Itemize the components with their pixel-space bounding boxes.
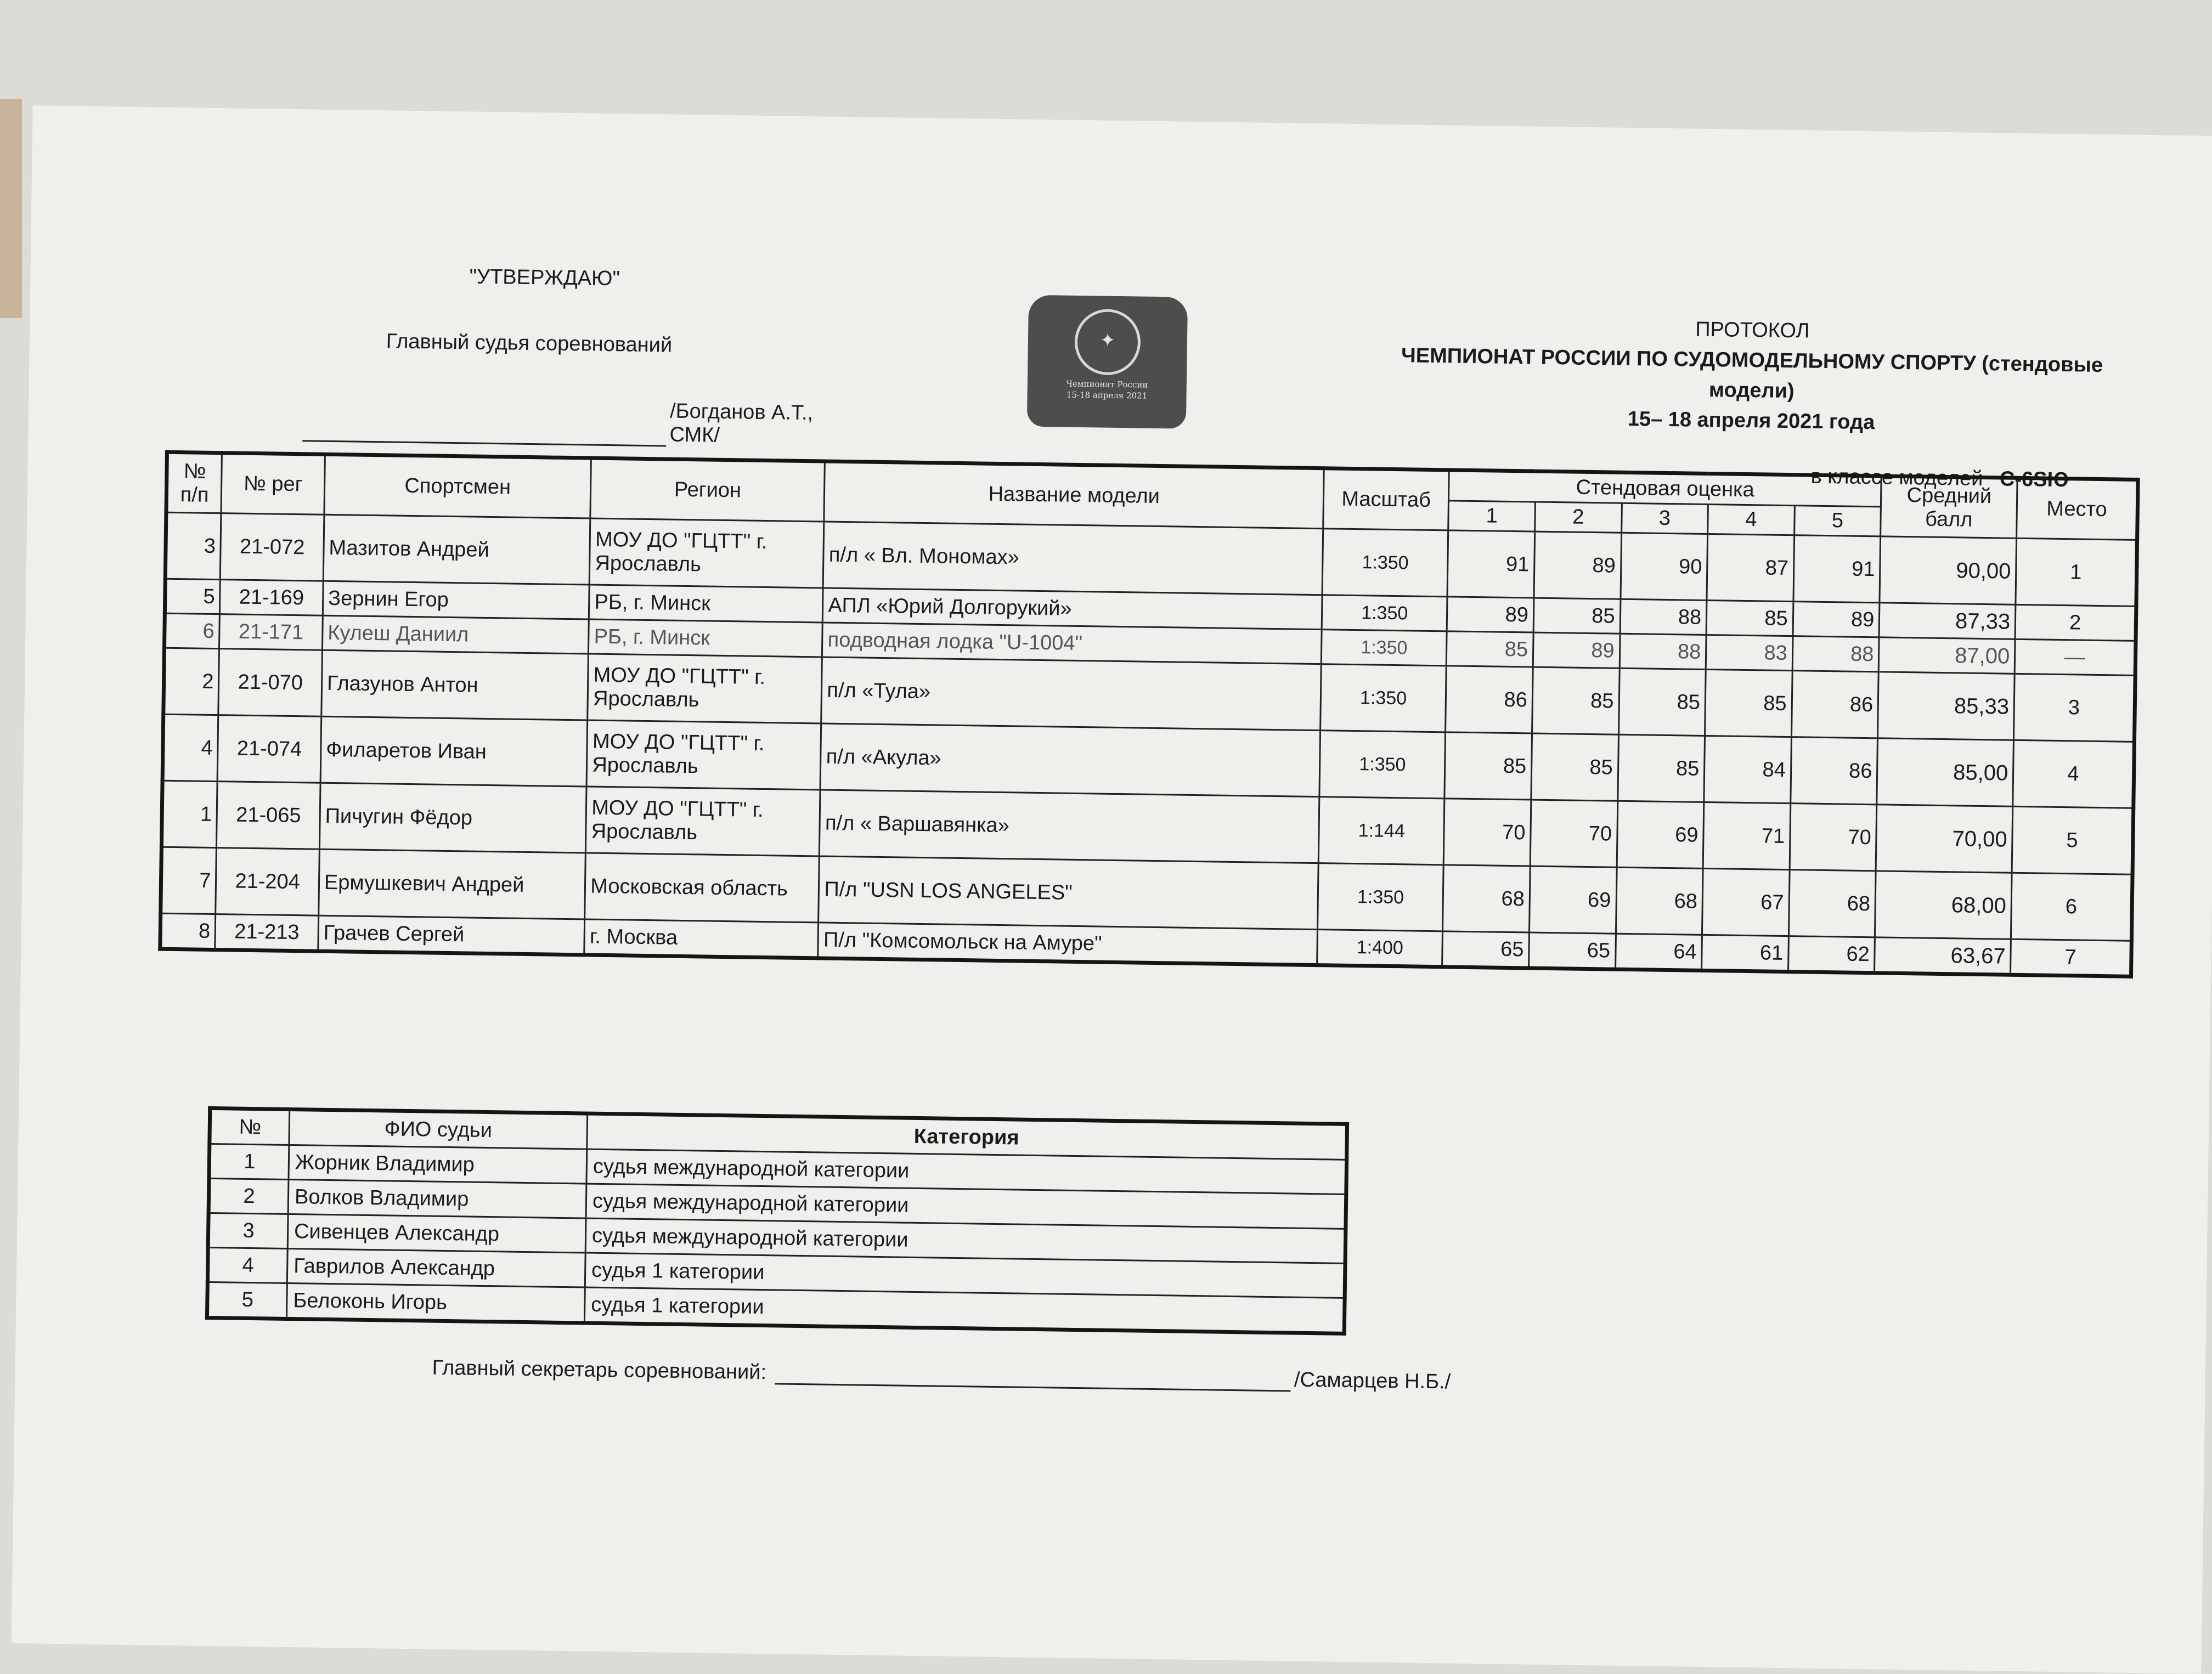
- col-region: Регион: [590, 458, 825, 522]
- emblem-line2: 15-18 апреля 2021: [1066, 389, 1148, 401]
- cell-region: МОУ ДО "ГЦТТ" г. Ярославль: [586, 720, 821, 790]
- judge-name: Белоконь Игорь: [286, 1283, 585, 1323]
- cell-score-4: 84: [1704, 736, 1791, 803]
- protocol-header: [1367, 313, 2137, 445]
- cell-model: подводная лодка "U-1004": [822, 623, 1322, 664]
- cell-athlete: Ермушкевич Андрей: [319, 849, 586, 919]
- cell-average: 85,33: [1878, 672, 2015, 740]
- cell-score-3: 90: [1621, 533, 1708, 600]
- cell-no: 1: [161, 781, 217, 847]
- cell-athlete: Зернин Егор: [323, 581, 589, 619]
- cell-score-4: 71: [1703, 802, 1790, 869]
- cell-region: МОУ ДО "ГЦТТ" г. Ярославль: [586, 787, 821, 856]
- cell-average: 68,00: [1875, 871, 2012, 939]
- cell-reg: 21-204: [216, 848, 319, 916]
- cell-score-5: 88: [1792, 636, 1879, 672]
- cell-scale: 1:350: [1322, 595, 1447, 631]
- cell-score-4: 85: [1706, 600, 1793, 636]
- cell-reg: 21-065: [217, 782, 320, 850]
- results-table: [158, 450, 2140, 979]
- cell-region: г. Москва: [584, 919, 819, 958]
- title-line2: модели): [1708, 378, 1795, 403]
- cell-average: 85,00: [1877, 738, 2014, 806]
- cell-reg: 21-213: [215, 914, 318, 952]
- cell-score-1: 86: [1446, 666, 1533, 733]
- cell-average: 87,33: [1879, 603, 2016, 639]
- cell-region: РБ, г. Минск: [589, 585, 823, 623]
- cell-score-4: 87: [1707, 534, 1794, 601]
- cell-score-2: 85: [1531, 733, 1618, 801]
- judge-no: 5: [207, 1282, 287, 1319]
- cell-score-1: 85: [1444, 732, 1532, 800]
- cell-model: П/л "USN LOS ANGELES": [819, 856, 1318, 930]
- cell-scale: 1:400: [1317, 930, 1443, 967]
- cell-score-5: 89: [1793, 602, 1880, 637]
- col-scale: Масштаб: [1323, 468, 1449, 530]
- cell-score-1: 89: [1447, 597, 1533, 632]
- col-model: Название модели: [824, 461, 1324, 529]
- cell-place: 3: [2014, 674, 2135, 742]
- cell-athlete: Пичугин Фёдор: [319, 783, 586, 853]
- cell-reg: 21-070: [218, 649, 322, 717]
- judge-name: Сивенцев Александр: [287, 1214, 586, 1253]
- cell-model: п/л « Вл. Мономах»: [823, 522, 1323, 595]
- secretary-name: /Самарцев Н.Б./: [1294, 1368, 1451, 1394]
- cell-score-1: 65: [1442, 931, 1529, 968]
- cell-model: п/л « Варшавянка»: [820, 790, 1319, 863]
- dates: 15– 18 апреля 2021 года: [1627, 407, 1875, 434]
- cell-place: —: [2015, 639, 2136, 675]
- cell-place: 2: [2015, 604, 2136, 641]
- cell-no: 4: [162, 714, 218, 781]
- protocol-label: ПРОТОКОЛ: [1695, 318, 1810, 343]
- cell-athlete: Мазитов Андрей: [323, 514, 590, 585]
- cell-average: 87,00: [1878, 637, 2015, 674]
- cell-region: РБ, г. Минск: [589, 619, 823, 657]
- cell-no: 6: [164, 613, 219, 648]
- cell-score-2: 70: [1530, 800, 1617, 867]
- col-judge-name: ФИО судьи: [289, 1109, 588, 1149]
- cell-score-5: 91: [1793, 535, 1881, 603]
- judge-no: 4: [207, 1247, 287, 1283]
- col-judge-4: 4: [1708, 504, 1795, 535]
- cell-athlete: Глазунов Антон: [321, 650, 589, 720]
- cell-model: п/л «Тула»: [821, 657, 1321, 731]
- cell-score-1: 85: [1447, 631, 1533, 667]
- cell-score-5: 68: [1788, 870, 1876, 937]
- chief-judge-signature: [302, 394, 835, 449]
- judge-category: судья международной категории: [586, 1184, 1346, 1229]
- cell-no: 5: [165, 579, 220, 614]
- cell-scale: 1:350: [1322, 529, 1448, 597]
- judge-no: 2: [208, 1178, 289, 1214]
- approval-block: [305, 263, 814, 447]
- cell-no: 8: [160, 913, 216, 949]
- cell-score-4: 85: [1705, 669, 1792, 737]
- cell-score-5: 86: [1791, 737, 1878, 805]
- cell-score-3: 68: [1616, 867, 1703, 935]
- cell-score-2: 89: [1533, 632, 1620, 668]
- chief-judge-title: Главный судья соревнований: [386, 330, 673, 357]
- secretary-signature: [432, 1356, 1451, 1394]
- cell-score-5: 86: [1791, 671, 1878, 738]
- col-average: Средний балл: [1881, 476, 2017, 538]
- judge-category: судья 1 категории: [585, 1253, 1345, 1298]
- cell-model: АПЛ «Юрий Долгорукий»: [823, 588, 1322, 630]
- cell-no: 2: [163, 648, 219, 715]
- cell-athlete: Филаретов Иван: [320, 716, 588, 787]
- cell-score-1: 70: [1444, 799, 1531, 866]
- cell-score-2: 69: [1529, 866, 1616, 934]
- cell-place: 5: [2012, 806, 2133, 874]
- cell-score-5: 62: [1788, 936, 1875, 973]
- col-judge-5: 5: [1794, 506, 1881, 536]
- chief-judge-name: /Богданов А.Т., СМК/: [669, 399, 814, 447]
- cell-model: п/л «Акула»: [820, 723, 1320, 797]
- cell-score-3: 64: [1615, 934, 1702, 970]
- col-place: Место: [2017, 478, 2138, 540]
- class-label: в классе моделей: [1810, 465, 1983, 490]
- cell-score-2: 89: [1534, 531, 1621, 599]
- cell-score-3: 88: [1620, 599, 1707, 635]
- cell-place: 7: [2011, 939, 2132, 976]
- cell-average: 70,00: [1876, 805, 2013, 873]
- judge-name: Гаврилов Александр: [287, 1248, 585, 1287]
- cell-place: 6: [2011, 873, 2132, 941]
- cell-score-3: 85: [1617, 734, 1705, 802]
- col-stand-score: Стендовая оценка: [1449, 470, 1882, 507]
- cell-score-3: 69: [1617, 801, 1704, 868]
- document-sheet: [12, 105, 2212, 1673]
- judge-category: судья международной категории: [586, 1149, 1347, 1194]
- cell-athlete: Кулеш Даниил: [322, 615, 589, 654]
- cell-reg: 21-074: [218, 715, 321, 783]
- col-judge-3: 3: [1621, 503, 1708, 534]
- cell-scale: 1:350: [1321, 664, 1447, 732]
- table-edge: [0, 99, 22, 318]
- cell-no: 3: [165, 512, 221, 579]
- cell-place: 1: [2016, 538, 2137, 606]
- cell-reg: 21-169: [220, 580, 323, 616]
- col-judge-category: Категория: [587, 1113, 1347, 1160]
- cell-score-2: 85: [1532, 667, 1619, 734]
- col-no-reg: № рег: [221, 453, 325, 515]
- cell-scale: 1:350: [1318, 863, 1444, 931]
- cell-score-4: 67: [1702, 868, 1790, 936]
- cell-scale: 1:144: [1318, 797, 1444, 865]
- emblem-line1: Чемпионат России: [1066, 378, 1148, 390]
- cell-score-2: 65: [1529, 932, 1616, 969]
- title-line1: ЧЕМПИОНАТ РОССИИ ПО СУДОМОДЕЛЬНОМУ СПОРТУ (стендовые: [1401, 344, 2103, 377]
- cell-average: 63,67: [1875, 937, 2011, 975]
- cell-no: 7: [161, 847, 217, 914]
- secretary-label: Главный секретарь соревнований:: [432, 1356, 767, 1384]
- signature-line: [302, 419, 667, 446]
- cell-region: МОУ ДО "ГЦТТ" г. Ярославль: [588, 654, 822, 723]
- cell-score-2: 85: [1533, 598, 1620, 634]
- cell-average: 90,00: [1880, 536, 2017, 604]
- judge-category: судья 1 категории: [584, 1287, 1345, 1333]
- judge-no: 1: [209, 1144, 289, 1179]
- col-judge-no: №: [210, 1108, 290, 1145]
- cell-scale: 1:350: [1319, 731, 1446, 799]
- cell-region: Московская область: [585, 853, 820, 923]
- cell-reg: 21-072: [221, 513, 324, 581]
- cell-athlete: Грачев Сергей: [318, 915, 585, 955]
- judge-name: Волков Владимир: [288, 1179, 586, 1218]
- col-judge-2: 2: [1535, 502, 1622, 533]
- signature-line: [775, 1362, 1291, 1392]
- approve-text: "УТВЕРЖДАЮ": [469, 265, 620, 291]
- col-judge-1: 1: [1448, 501, 1535, 531]
- cell-reg: 21-171: [219, 614, 323, 651]
- championship-emblem: [1027, 295, 1188, 429]
- cell-score-3: 88: [1620, 634, 1706, 669]
- cell-scale: 1:350: [1321, 630, 1447, 666]
- cell-region: МОУ ДО "ГЦТТ" г. Ярославль: [589, 518, 824, 588]
- cell-place: 4: [2013, 740, 2134, 808]
- judges-table: [205, 1106, 1349, 1336]
- judge-category: судья международной категории: [585, 1218, 1346, 1263]
- cell-score-1: 68: [1443, 865, 1530, 932]
- cell-score-4: 83: [1706, 635, 1792, 670]
- judge-name: Жорник Владимир: [289, 1145, 587, 1184]
- emblem-icon: ✦: [1074, 309, 1141, 376]
- col-athlete: Спортсмен: [324, 454, 591, 518]
- class-value: С-6SЮ: [1999, 467, 2069, 492]
- cell-score-4: 61: [1702, 935, 1788, 971]
- cell-score-3: 85: [1618, 668, 1706, 736]
- cell-score-5: 70: [1790, 804, 1877, 871]
- cell-score-1: 91: [1447, 530, 1534, 598]
- col-no-pp: № п/п: [166, 452, 222, 513]
- cell-model: П/л "Комсомольск на Амуре": [818, 923, 1317, 965]
- judge-no: 3: [208, 1213, 288, 1248]
